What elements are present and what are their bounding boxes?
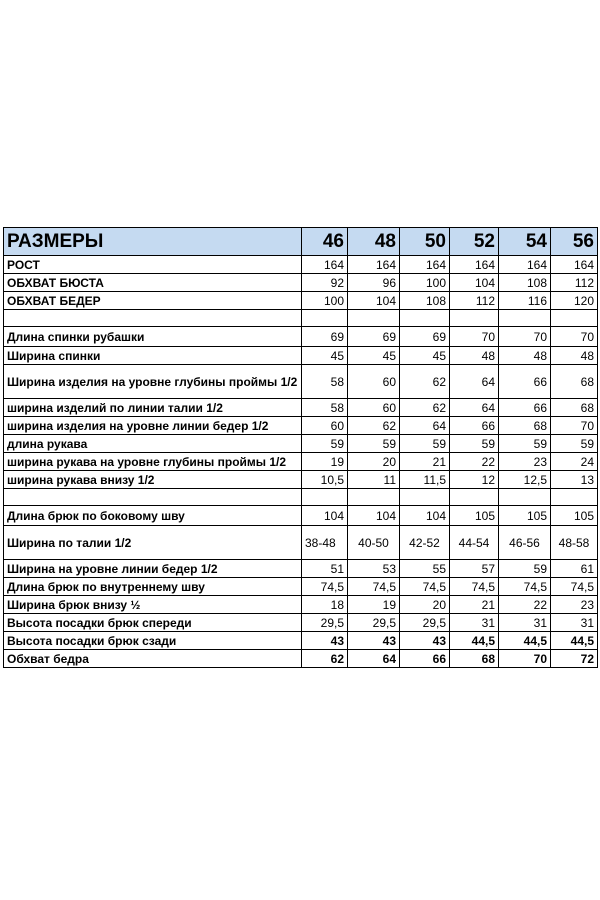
- row-value-size-46: 45: [302, 347, 348, 365]
- row-label: ширина рукава внизу 1/2: [4, 471, 302, 489]
- row-value-size-56: 70: [551, 417, 598, 435]
- row-value-size-54: 48: [499, 347, 551, 365]
- row-label: Ширина по талии 1/2: [4, 526, 302, 560]
- row-label: [4, 489, 302, 506]
- size-50-header: 50: [400, 228, 450, 256]
- row-value-size-46: 69: [302, 327, 348, 347]
- row-value-size-54: 70: [499, 650, 551, 668]
- row-label: Ширина брюк внизу ½: [4, 596, 302, 614]
- row-value-size-48: 11: [348, 471, 400, 489]
- row-value-size-56: 48-58: [551, 526, 598, 560]
- row-value-size-56: 48: [551, 347, 598, 365]
- table-row: [4, 274, 598, 292]
- row-value-size-50: 74,5: [400, 578, 450, 596]
- row-value-size-50: 108: [400, 292, 450, 310]
- row-value-size-46: [302, 310, 348, 327]
- row-value-size-52: 21: [450, 596, 499, 614]
- table-row: [4, 489, 598, 506]
- row-value-size-52: 68: [450, 650, 499, 668]
- row-value-size-56: 24: [551, 453, 598, 471]
- row-value-size-54: 70: [499, 327, 551, 347]
- row-value-size-46: 58: [302, 365, 348, 399]
- header-row: [4, 228, 598, 256]
- row-value-size-54: 116: [499, 292, 551, 310]
- row-value-size-56: 68: [551, 399, 598, 417]
- row-value-size-46: 104: [302, 506, 348, 526]
- row-value-size-48: 96: [348, 274, 400, 292]
- row-value-size-54: 68: [499, 417, 551, 435]
- row-label: ОБХВАТ БЕДЕР: [4, 292, 302, 310]
- header-label: РАЗМЕРЫ: [4, 228, 302, 256]
- row-label: Ширина спинки: [4, 347, 302, 365]
- row-value-size-52: 64: [450, 399, 499, 417]
- row-value-size-50: 21: [400, 453, 450, 471]
- row-value-size-52: 22: [450, 453, 499, 471]
- row-value-size-52: 57: [450, 560, 499, 578]
- row-value-size-50: 164: [400, 256, 450, 274]
- row-label: Высота посадки брюк спереди: [4, 614, 302, 632]
- row-value-size-46: 100: [302, 292, 348, 310]
- row-value-size-52: 31: [450, 614, 499, 632]
- table-row: [4, 453, 598, 471]
- row-label: ширина рукава на уровне глубины проймы 1/2: [4, 453, 302, 471]
- row-value-size-52: 48: [450, 347, 499, 365]
- row-value-size-46: 10,5: [302, 471, 348, 489]
- row-value-size-56: 23: [551, 596, 598, 614]
- size-48-header: 48: [348, 228, 400, 256]
- row-value-size-50: [400, 489, 450, 506]
- row-value-size-48: 29,5: [348, 614, 400, 632]
- row-value-size-50: 59: [400, 435, 450, 453]
- row-value-size-50: 42-52: [400, 526, 450, 560]
- row-value-size-54: 59: [499, 435, 551, 453]
- row-value-size-54: 66: [499, 399, 551, 417]
- size-52-header: 52: [450, 228, 499, 256]
- row-value-size-48: 19: [348, 596, 400, 614]
- row-value-size-56: 44,5: [551, 632, 598, 650]
- row-label: Обхват бедра: [4, 650, 302, 668]
- row-value-size-48: 69: [348, 327, 400, 347]
- table-row: [4, 596, 598, 614]
- table-row: [4, 256, 598, 274]
- row-value-size-54: 12,5: [499, 471, 551, 489]
- row-value-size-48: 164: [348, 256, 400, 274]
- row-label: РОСТ: [4, 256, 302, 274]
- row-value-size-52: 70: [450, 327, 499, 347]
- row-label: Длина спинки рубашки: [4, 327, 302, 347]
- table-row: [4, 506, 598, 526]
- size-54-header: 54: [499, 228, 551, 256]
- row-value-size-46: 18: [302, 596, 348, 614]
- row-value-size-56: 59: [551, 435, 598, 453]
- row-value-size-48: [348, 310, 400, 327]
- row-value-size-48: 62: [348, 417, 400, 435]
- row-label: Высота посадки брюк сзади: [4, 632, 302, 650]
- row-value-size-50: 45: [400, 347, 450, 365]
- row-value-size-52: 104: [450, 274, 499, 292]
- row-value-size-46: [302, 489, 348, 506]
- row-label: ширина изделия на уровне линии бедер 1/2: [4, 417, 302, 435]
- row-value-size-56: 70: [551, 327, 598, 347]
- row-label: [4, 310, 302, 327]
- row-label: Длина брюк по боковому шву: [4, 506, 302, 526]
- row-label: Длина брюк по внутреннему шву: [4, 578, 302, 596]
- row-label: Ширина на уровне линии бедер 1/2: [4, 560, 302, 578]
- row-value-size-48: [348, 489, 400, 506]
- row-value-size-54: 59: [499, 560, 551, 578]
- row-label: Ширина изделия на уровне глубины проймы 1/2: [4, 365, 302, 399]
- row-value-size-54: 66: [499, 365, 551, 399]
- row-value-size-54: 44,5: [499, 632, 551, 650]
- row-label: длина рукава: [4, 435, 302, 453]
- row-value-size-52: 112: [450, 292, 499, 310]
- table-row: [4, 292, 598, 310]
- row-value-size-50: 55: [400, 560, 450, 578]
- table-row: [4, 417, 598, 435]
- row-value-size-50: [400, 310, 450, 327]
- row-value-size-52: [450, 310, 499, 327]
- row-value-size-56: 74,5: [551, 578, 598, 596]
- row-label: ширина изделий по линии талии 1/2: [4, 399, 302, 417]
- table-row: [4, 327, 598, 347]
- row-value-size-46: 62: [302, 650, 348, 668]
- table-row: [4, 560, 598, 578]
- row-value-size-48: 104: [348, 506, 400, 526]
- row-value-size-50: 20: [400, 596, 450, 614]
- row-value-size-56: 112: [551, 274, 598, 292]
- table-row: [4, 471, 598, 489]
- row-value-size-52: 74,5: [450, 578, 499, 596]
- row-value-size-48: 74,5: [348, 578, 400, 596]
- row-value-size-46: 19: [302, 453, 348, 471]
- row-value-size-46: 60: [302, 417, 348, 435]
- row-value-size-56: [551, 489, 598, 506]
- row-value-size-56: 164: [551, 256, 598, 274]
- row-value-size-52: 59: [450, 435, 499, 453]
- row-value-size-56: 68: [551, 365, 598, 399]
- row-value-size-56: [551, 310, 598, 327]
- row-value-size-50: 62: [400, 365, 450, 399]
- row-value-size-48: 45: [348, 347, 400, 365]
- row-value-size-46: 29,5: [302, 614, 348, 632]
- table-row: [4, 435, 598, 453]
- row-value-size-48: 20: [348, 453, 400, 471]
- table-row: [4, 310, 598, 327]
- row-value-size-48: 40-50: [348, 526, 400, 560]
- row-value-size-52: 164: [450, 256, 499, 274]
- size-chart-table: [3, 227, 598, 668]
- row-value-size-52: 105: [450, 506, 499, 526]
- row-value-size-52: 12: [450, 471, 499, 489]
- row-value-size-56: 72: [551, 650, 598, 668]
- row-value-size-54: [499, 310, 551, 327]
- table-row: [4, 347, 598, 365]
- row-value-size-50: 64: [400, 417, 450, 435]
- row-value-size-46: 58: [302, 399, 348, 417]
- row-value-size-46: 164: [302, 256, 348, 274]
- row-value-size-46: 51: [302, 560, 348, 578]
- row-value-size-46: 43: [302, 632, 348, 650]
- row-value-size-50: 104: [400, 506, 450, 526]
- row-value-size-48: 43: [348, 632, 400, 650]
- row-value-size-50: 66: [400, 650, 450, 668]
- row-value-size-54: 164: [499, 256, 551, 274]
- row-value-size-46: 74,5: [302, 578, 348, 596]
- row-value-size-48: 60: [348, 399, 400, 417]
- row-value-size-48: 53: [348, 560, 400, 578]
- size-56-header: 56: [551, 228, 598, 256]
- row-value-size-54: 31: [499, 614, 551, 632]
- row-value-size-54: 46-56: [499, 526, 551, 560]
- table-row: [4, 365, 598, 399]
- row-value-size-54: [499, 489, 551, 506]
- row-value-size-48: 104: [348, 292, 400, 310]
- row-value-size-50: 62: [400, 399, 450, 417]
- row-value-size-52: 66: [450, 417, 499, 435]
- table-row: [4, 526, 598, 560]
- row-value-size-50: 69: [400, 327, 450, 347]
- row-value-size-54: 23: [499, 453, 551, 471]
- row-value-size-50: 100: [400, 274, 450, 292]
- row-value-size-56: 13: [551, 471, 598, 489]
- table-row: [4, 399, 598, 417]
- table-row: [4, 632, 598, 650]
- row-value-size-54: 108: [499, 274, 551, 292]
- row-value-size-52: 44-54: [450, 526, 499, 560]
- row-value-size-56: 105: [551, 506, 598, 526]
- size-46-header: 46: [302, 228, 348, 256]
- row-value-size-48: 60: [348, 365, 400, 399]
- row-value-size-46: 59: [302, 435, 348, 453]
- row-value-size-50: 11,5: [400, 471, 450, 489]
- row-value-size-48: 59: [348, 435, 400, 453]
- table-row: [4, 578, 598, 596]
- row-value-size-54: 22: [499, 596, 551, 614]
- row-value-size-46: 38-48: [302, 526, 348, 560]
- row-value-size-56: 61: [551, 560, 598, 578]
- table-row: [4, 650, 598, 668]
- row-value-size-50: 43: [400, 632, 450, 650]
- row-value-size-54: 105: [499, 506, 551, 526]
- table-row: [4, 614, 598, 632]
- row-label: ОБХВАТ БЮСТА: [4, 274, 302, 292]
- row-value-size-52: [450, 489, 499, 506]
- row-value-size-52: 64: [450, 365, 499, 399]
- row-value-size-48: 64: [348, 650, 400, 668]
- row-value-size-56: 31: [551, 614, 598, 632]
- row-value-size-52: 44,5: [450, 632, 499, 650]
- row-value-size-54: 74,5: [499, 578, 551, 596]
- row-value-size-50: 29,5: [400, 614, 450, 632]
- row-value-size-46: 92: [302, 274, 348, 292]
- row-value-size-56: 120: [551, 292, 598, 310]
